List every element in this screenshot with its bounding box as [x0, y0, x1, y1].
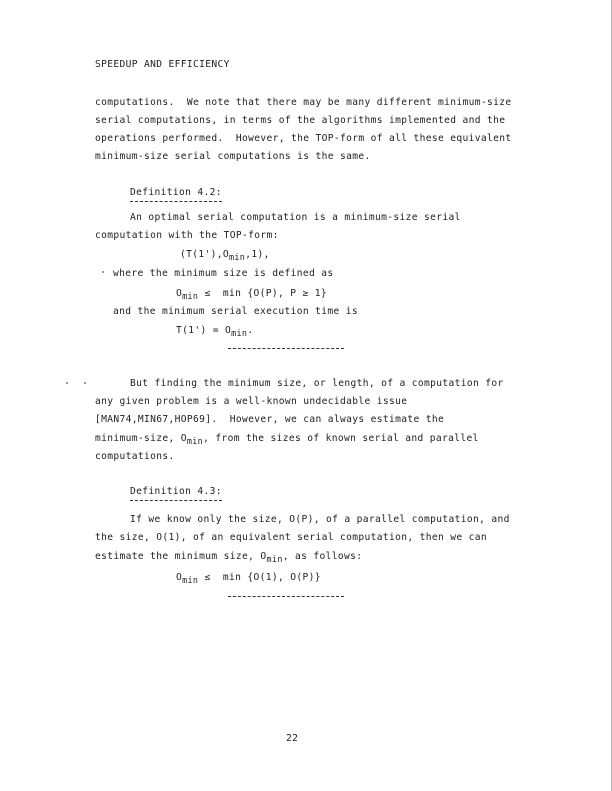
formula: (T(1'),Omin,1), [180, 249, 270, 262]
title-underline [130, 500, 222, 501]
body-line: An optimal serial computation is a minimum-size serial [130, 212, 461, 223]
formula: Omin ≤ min {O(1), O(P)} [176, 572, 321, 585]
body-line: where the minimum size is defined as [113, 268, 334, 279]
definition-end-rule [228, 348, 344, 349]
body-line: computations. [95, 451, 175, 462]
body-line: minimum-size, Omin, from the sizes of known serial and parallel [95, 433, 479, 446]
body-line: any given problem is a well-known undecidable issue [95, 396, 408, 407]
body-line: the size, O(1), of an equivalent serial computation, then we can [95, 532, 488, 543]
formula: T(1') = Omin. [176, 325, 254, 338]
body-line: But finding the minimum size, or length, of a computation for [130, 378, 504, 389]
body-line: If we know only the size, O(P), of a parallel computation, and [130, 514, 510, 525]
body-line: estimate the minimum size, Omin, as follows: [95, 551, 363, 564]
body-line: serial computations, in terms of the algorithms implemented and the [95, 115, 506, 126]
body-line: [MAN74,MIN67,HOP69]. However, we can always estimate the [95, 414, 445, 425]
scan-speck [84, 382, 86, 384]
body-line: operations performed. However, the TOP-form of all these equivalent [95, 133, 512, 144]
body-line: and the minimum serial execution time is [113, 306, 359, 317]
scan-speck [66, 382, 68, 384]
running-title: SPEEDUP AND EFFICIENCY [95, 59, 230, 70]
page-number: 22 [286, 733, 299, 744]
definition-title: Definition 4.3: [130, 486, 222, 497]
body-line: computations. We note that there may be many different minimum-size [95, 97, 512, 108]
scan-speck [102, 271, 104, 273]
formula: Omin ≤ min {O(P), P ≥ 1} [176, 288, 327, 301]
definition-title: Definition 4.2: [130, 187, 222, 198]
body-line: computation with the TOP-form: [95, 230, 279, 241]
definition-end-rule [228, 596, 344, 597]
body-line: minimum-size serial computations is the same. [95, 151, 371, 162]
title-underline [130, 201, 222, 202]
